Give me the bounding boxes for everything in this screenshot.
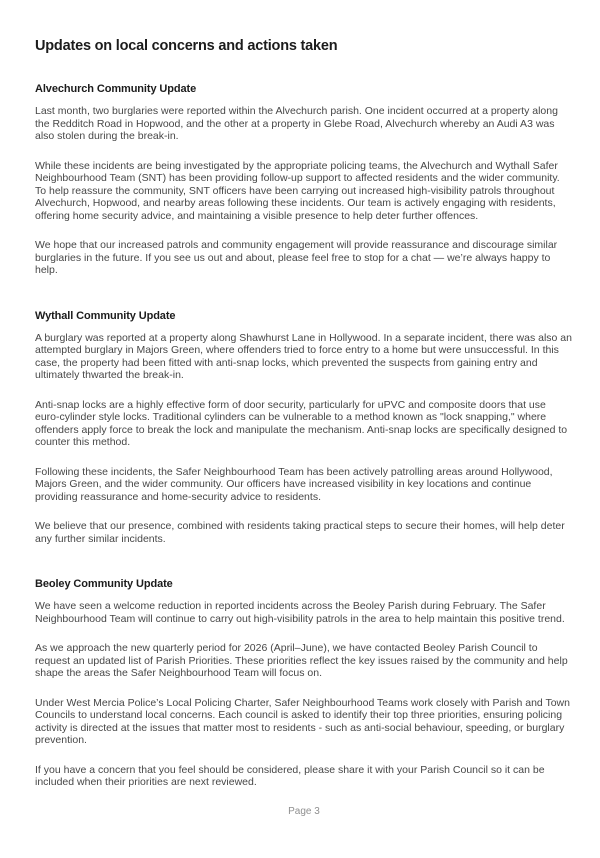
paragraph: Anti-snap locks are a highly effective form of door security, particularly for uPVC and composite doors that use euro-cylinder style locks. Traditional cylinders can be vulnerable to a method known as "lock snapping," where offenders apply force to break the lock and manipulate the mechanism. Anti-snap locks are specifically designed to counter this method. (35, 398, 568, 448)
paragraph: A burglary was reported at a property along Shawhurst Lane in Hollywood. In a separate incident, there was also an attempted burglary in Majors Green, where offenders tried to force entry to a home but were unsuccessful. In this case, the property had been fitted with anti-snap locks, which prevented the suspects from gaining entry and ultimately thwarted the break-in. (35, 331, 572, 381)
page-number: Page 3 (288, 805, 320, 817)
section-wythall (35, 294, 573, 563)
section-heading-wythall: Wythall Community Update (35, 309, 176, 322)
paragraph: Following these incidents, the Safer Neighbourhood Team has been actively patrolling areas around Hollywood, Majors Green, and the wider community. Our officers have increased visibility in key locations and continue providing reassurance and home-security advice to residents. (35, 465, 553, 503)
paragraph: We have seen a welcome reduction in reported incidents across the Beoley Parish during February. The Safer Neighbourhood Team will continue to carry out high-visibility patrols in the area to help maintain this positive trend. (35, 600, 565, 625)
paragraph: Last month, two burglaries were reported within the Alvechurch parish. One incident occurred at a property along the Redditch Road in Hopwood, and the other at a property in Glebe Road, Alvechurch whereby an Audi A3 was also stolen during the break-in. (35, 105, 558, 142)
section-alvechurch (35, 67, 573, 294)
paragraph: As we approach the new quarterly period for 2026 (April–June), we have contacted Beoley Parish Council to request an updated list of Parish Priorities. These priorities reflect the key issues raised by the community and help shape the areas the Safer Neighbourhood Team will focus on. (35, 642, 568, 679)
page-title: Updates on local concerns and actions taken (35, 38, 338, 54)
paragraph: Under West Mercia Police’s Local Policing Charter, Safer Neighbourhood Teams work closely with Parish and Town Councils to understand local concerns. Each council is asked to identify their top three priorities, ensuring policing activity is directed at the issues that matter most to residents - such as anti-social behaviour, speeding, or burglary prevention. (35, 696, 570, 746)
paragraph: We believe that our presence, combined with residents taking practical steps to secure their homes, will help deter any further similar incidents. (35, 520, 565, 545)
paragraph: If you have a concern that you feel should be considered, please share it with your Parish Council so it can be included when their priorities are next reviewed. (35, 763, 545, 788)
section-heading-beoley: Beoley Community Update (35, 578, 173, 590)
paragraph: While these incidents are being investigated by the appropriate policing teams, the Alvechurch and Wythall Safer Neighbourhood Team (SNT) has been providing follow-up support to affected residents and the wider community. To help reassure the community, SNT officers have been carrying out increased high-visibility patrols throughout Alvechurch, Hopwood, and nearby areas following these incidents. Our team is actively engaging with residents, offering home security advice, and maintaining a visible presence to help deter further offences. (35, 159, 560, 222)
section-beoley (35, 562, 573, 806)
paragraph: We hope that our increased patrols and community engagement will provide reassurance and discourage similar burglaries in the future. If you see us out and about, please feel free to stop for a chat — we’re always happy to help. (35, 239, 558, 276)
section-heading-alvechurch: Alvechurch Community Update (35, 83, 197, 95)
page-footer (35, 806, 573, 858)
